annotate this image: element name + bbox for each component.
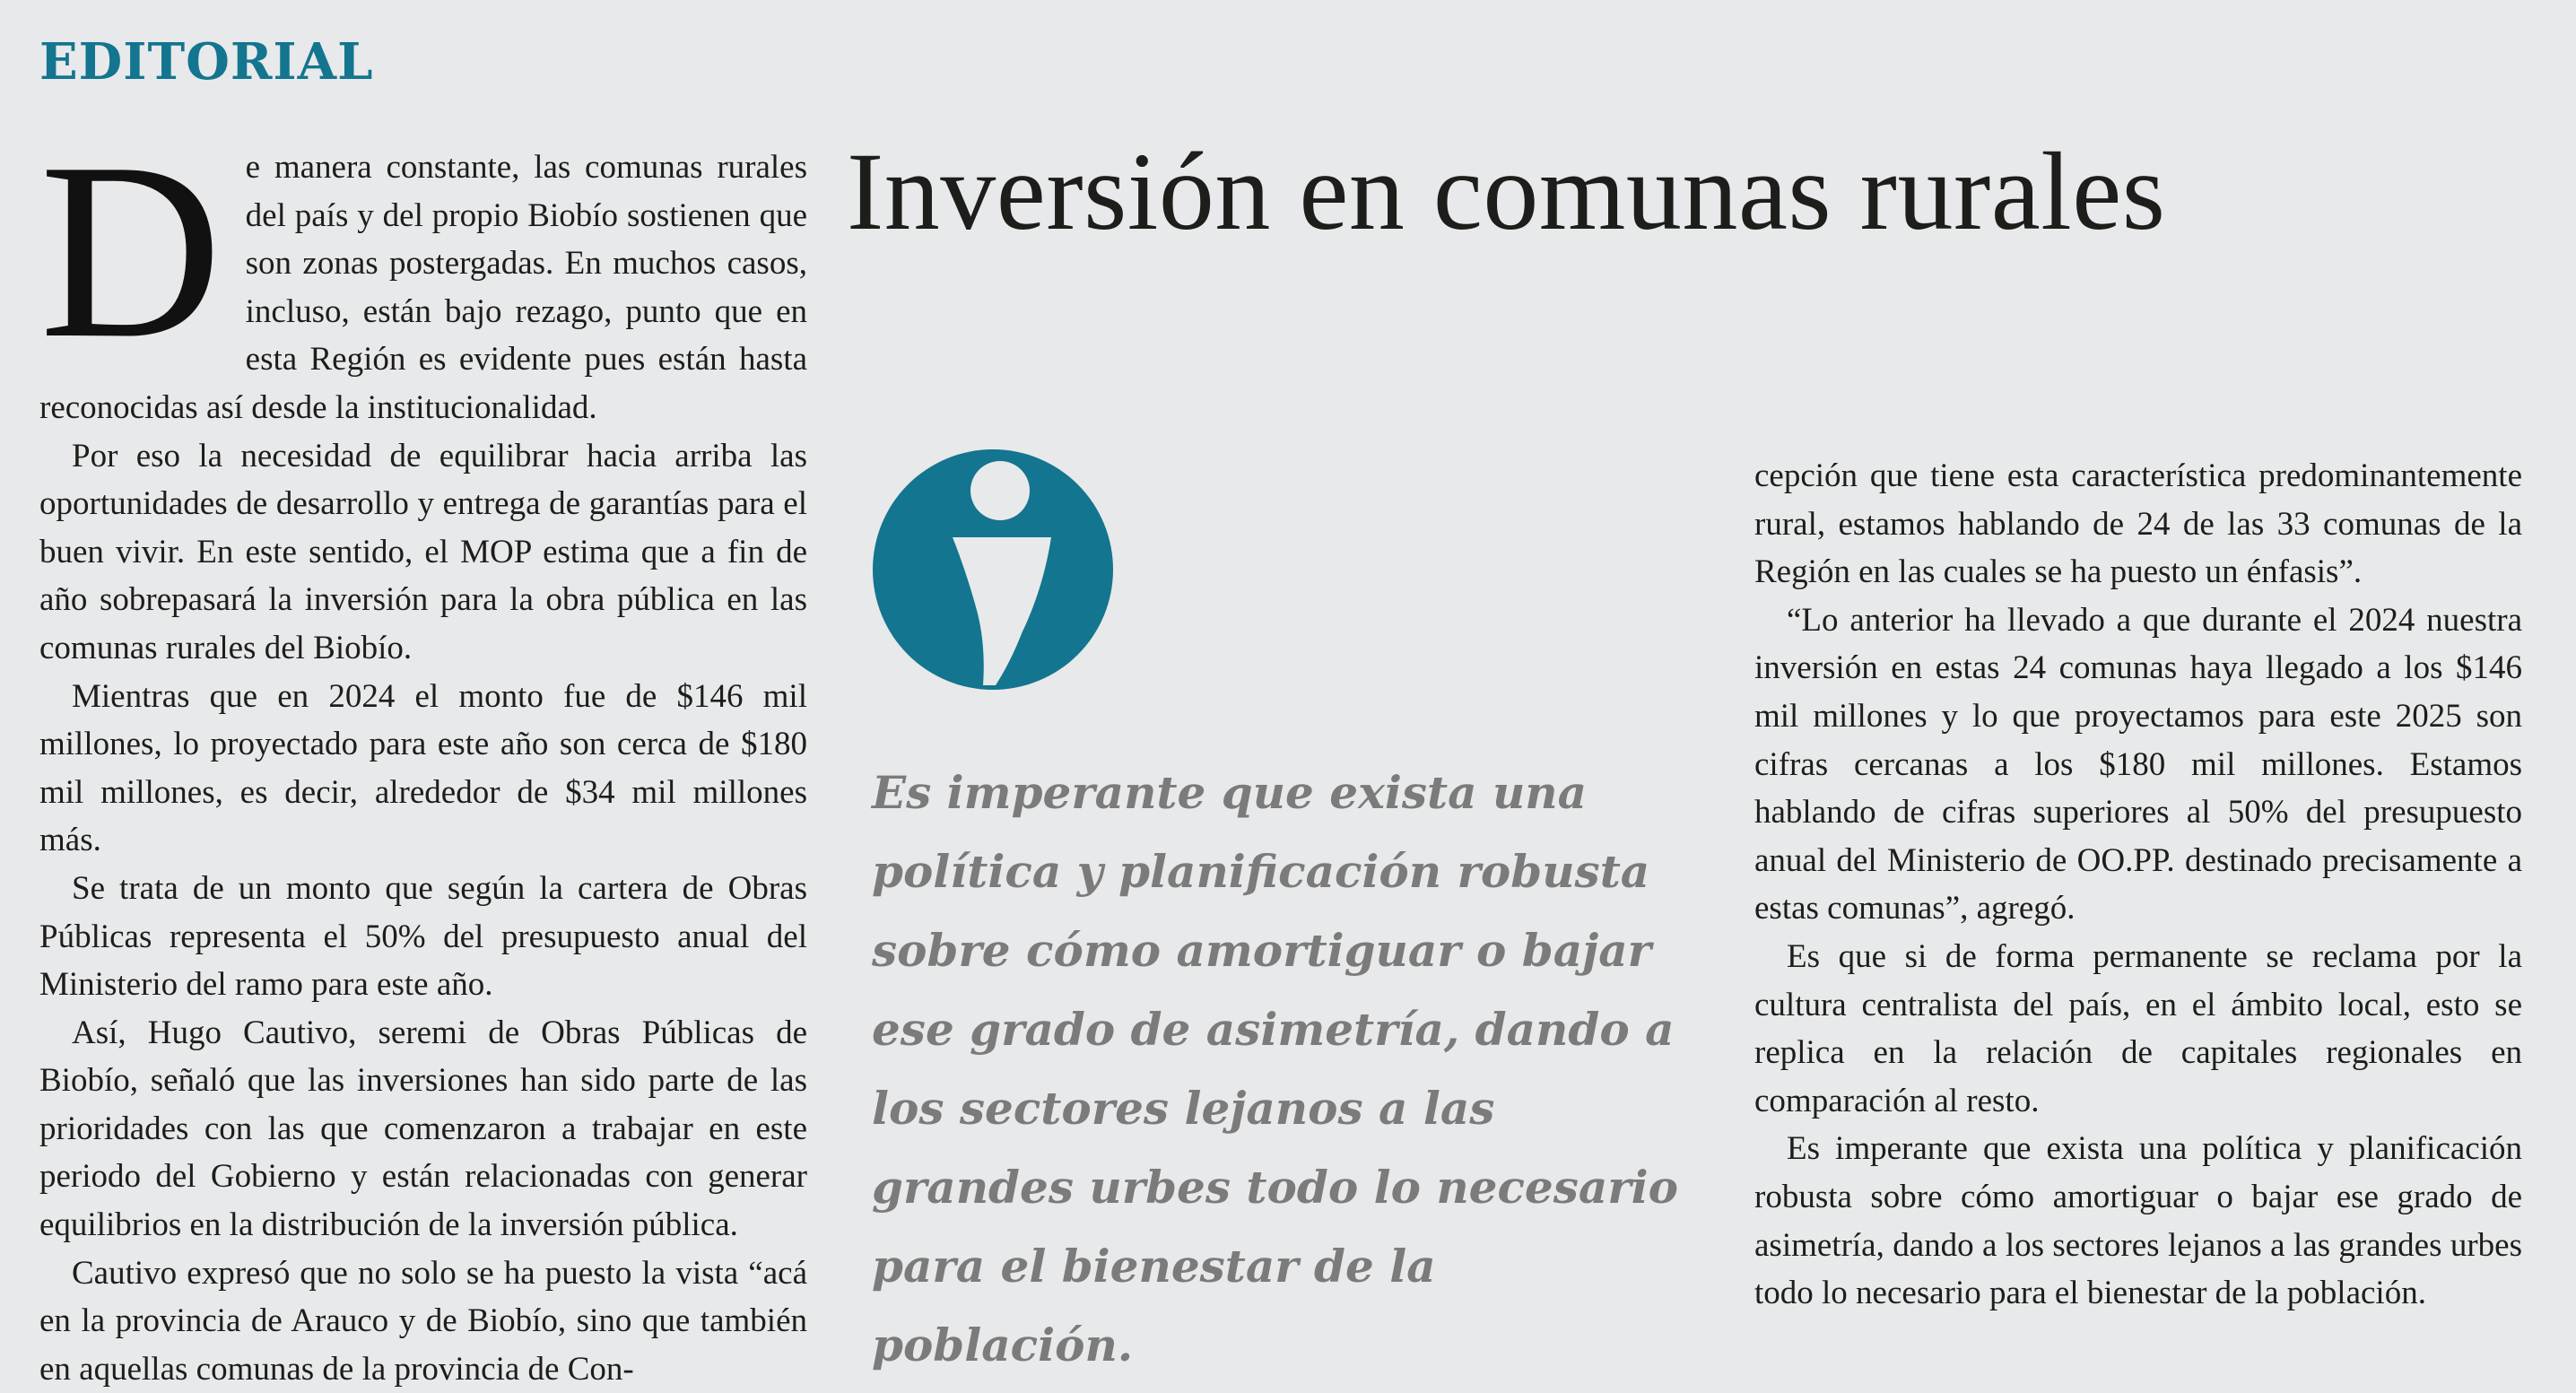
section-label: EDITORIAL	[39, 32, 374, 91]
pull-quote: Es imperante que exista una política y planificación robusta sobre cómo amortiguar o bajar ese grado de asimetría, dando a los sectores lejanos a las grandes urbes todo lo necesario para el bienestar de la población.	[872, 766, 1678, 1371]
paragraph: e manera constante, las comunas rurales del país y del propio Biobío sostienen que son zonas postergadas. En muchos casos, incluso, están bajo rezago, punto que en esta Región es evidente pues están hasta reconocidas así desde la institucionalidad.	[39, 149, 807, 426]
info-i-icon	[872, 443, 1114, 696]
paragraph: Así, Hugo Cautivo, seremi de Obras Públicas de Biobío, señaló que las inversiones han sido parte de las prioridades con las que comenzaron a trabajar en este periodo del Gobierno y están relacionadas con generar equilibrios en la distribución de la inversión pública.	[39, 1014, 807, 1244]
headline: Inversión en comunas rurales	[847, 130, 2166, 253]
paragraph: Mientras que en 2024 el monto fue de $146 mil millones, lo proyectado para este año son cerca de $180 mil millones, es decir, alrededor de $34 mil millones más.	[39, 677, 807, 859]
paragraph: Es que si de forma permanente se reclama por la cultura centralista del país, en el ámbito local, esto se replica en la relación de capitales regionales en comparación al resto.	[1754, 937, 2522, 1119]
paragraph: Se trata de un monto que según la cartera de Obras Públicas representa el 50% del presupuesto anual del Ministerio del ramo para este año.	[39, 869, 807, 1004]
right-column	[1754, 452, 2522, 1318]
paragraph: Es imperante que exista una política y planificación robusta sobre cómo amortiguar o bajar ese grado de asimetría, dando a los sectores lejanos a las grandes urbes todo lo necesario para el bienestar de la población.	[1754, 1130, 2522, 1312]
paragraph: “Lo anterior ha llevado a que durante el 2024 nuestra inversión en estas 24 comunas haya llegado a los $146 mil millones y lo que proyectamos para este 2025 son cifras cercanas a los $180 mil millones. Estamos hablando de cifras superiores al 50% del presupuesto anual del Ministerio de OO.PP. destinado precisamente a estas comunas”, agregó.	[1754, 601, 2522, 927]
paragraph: Cautivo expresó que no solo se ha puesto la vista “acá en la provincia de Arauco y de Biobío, sino que también en aquellas comunas de la provincia de Con-	[39, 1254, 807, 1388]
drop-cap: D	[39, 110, 222, 390]
paragraph: Por eso la necesidad de equilibrar hacia arriba las oportunidades de desarrollo y entrega de garantías para el buen vivir. En este sentido, el MOP estima que a fin de año sobrepasará la inversión para la obra pública en las comunas rurales del Biobío.	[39, 437, 807, 666]
left-column	[39, 110, 807, 1393]
paragraph: cepción que tiene esta característica predominantemente rural, estamos hablando de 24 de las 33 comunas de la Región en las cuales se ha puesto un énfasis”.	[1754, 457, 2522, 591]
